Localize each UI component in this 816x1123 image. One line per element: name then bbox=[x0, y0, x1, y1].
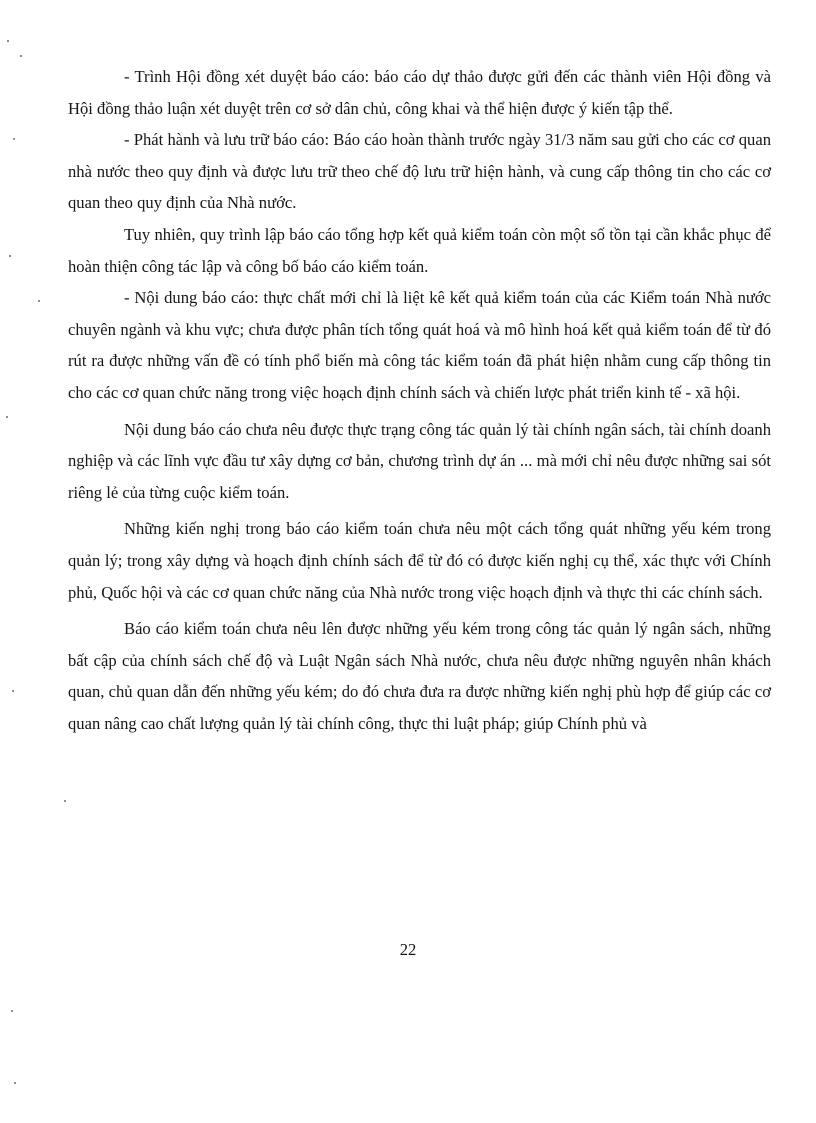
paragraph: Những kiến nghị trong báo cáo kiểm toán chưa nêu một cách tổng quát những yếu kém trong quản lý; trong xây dựng và hoạch định chính sách để từ đó có được kiến nghị cụ thể, xác thực với Chính phủ, Quốc hội và các cơ quan chức năng của Nhà nước trong việc hoạch định và thực thi các chính sách. bbox=[68, 519, 771, 602]
scan-speck bbox=[13, 138, 15, 140]
scan-speck bbox=[9, 255, 11, 257]
paragraph: - Nội dung báo cáo: thực chất mới chỉ là liệt kê kết quả kiểm toán của các Kiểm toán Nhà nước chuyên ngành và khu vực; chưa được phân tích tổng quát hoá và mô hình hoá kết quả kiểm toán để từ đó rút ra được những vấn đề có tính phổ biến mà công tác kiểm toán đã phát hiện nhằm cung cấp thông tin cho các cơ quan chức năng trong việc hoạch định chính sách và chiến lược phát triển kinh tế - xã hội. bbox=[68, 288, 771, 402]
scan-speck bbox=[20, 55, 22, 57]
scan-speck bbox=[11, 1010, 13, 1012]
document-body bbox=[68, 61, 771, 739]
scan-speck bbox=[14, 1082, 16, 1084]
paragraph: - Trình Hội đồng xét duyệt báo cáo: báo cáo dự thảo được gửi đến các thành viên Hội đồng và Hội đồng thảo luận xét duyệt trên cơ sở dân chủ, công khai và thể hiện được ý kiến tập thể. bbox=[68, 67, 771, 118]
paragraph: Báo cáo kiểm toán chưa nêu lên được những yếu kém trong công tác quản lý ngân sách, những bất cập của chính sách chế độ và Luật Ngân sách Nhà nước, chưa nêu được những nguyên nhân khách quan, chủ quan dẫn đến những yếu kém; do đó chưa đưa ra được những kiến nghị phù hợp để giúp các cơ quan nâng cao chất lượng quản lý tài chính công, thực thi luật pháp; giúp Chính phủ và bbox=[68, 619, 771, 733]
paragraph: Tuy nhiên, quy trình lập báo cáo tổng hợp kết quả kiểm toán còn một số tồn tại cần khắc phục để hoàn thiện công tác lập và công bố báo cáo kiểm toán. bbox=[68, 224, 771, 276]
scan-speck bbox=[7, 40, 9, 42]
scan-speck bbox=[64, 800, 66, 802]
page-number: 22 bbox=[399, 940, 417, 959]
scan-speck bbox=[38, 300, 40, 302]
scan-speck bbox=[12, 690, 14, 692]
scan-speck bbox=[6, 416, 8, 418]
paragraph: - Phát hành và lưu trữ báo cáo: Báo cáo hoàn thành trước ngày 31/3 năm sau gửi cho các cơ quan nhà nước theo quy định và được lưu trữ theo chế độ lưu trữ hiện hành, và cung cấp thông tin cho các cơ quan theo quy định của Nhà nước. bbox=[68, 130, 771, 213]
paragraph: Nội dung báo cáo chưa nêu được thực trạng công tác quản lý tài chính ngân sách, tài chính doanh nghiệp và các lĩnh vực đầu tư xây dựng cơ bản, chương trình dự án ... mà mới chỉ nêu được những sai sót riêng lẻ của từng cuộc kiểm toán. bbox=[68, 419, 771, 502]
